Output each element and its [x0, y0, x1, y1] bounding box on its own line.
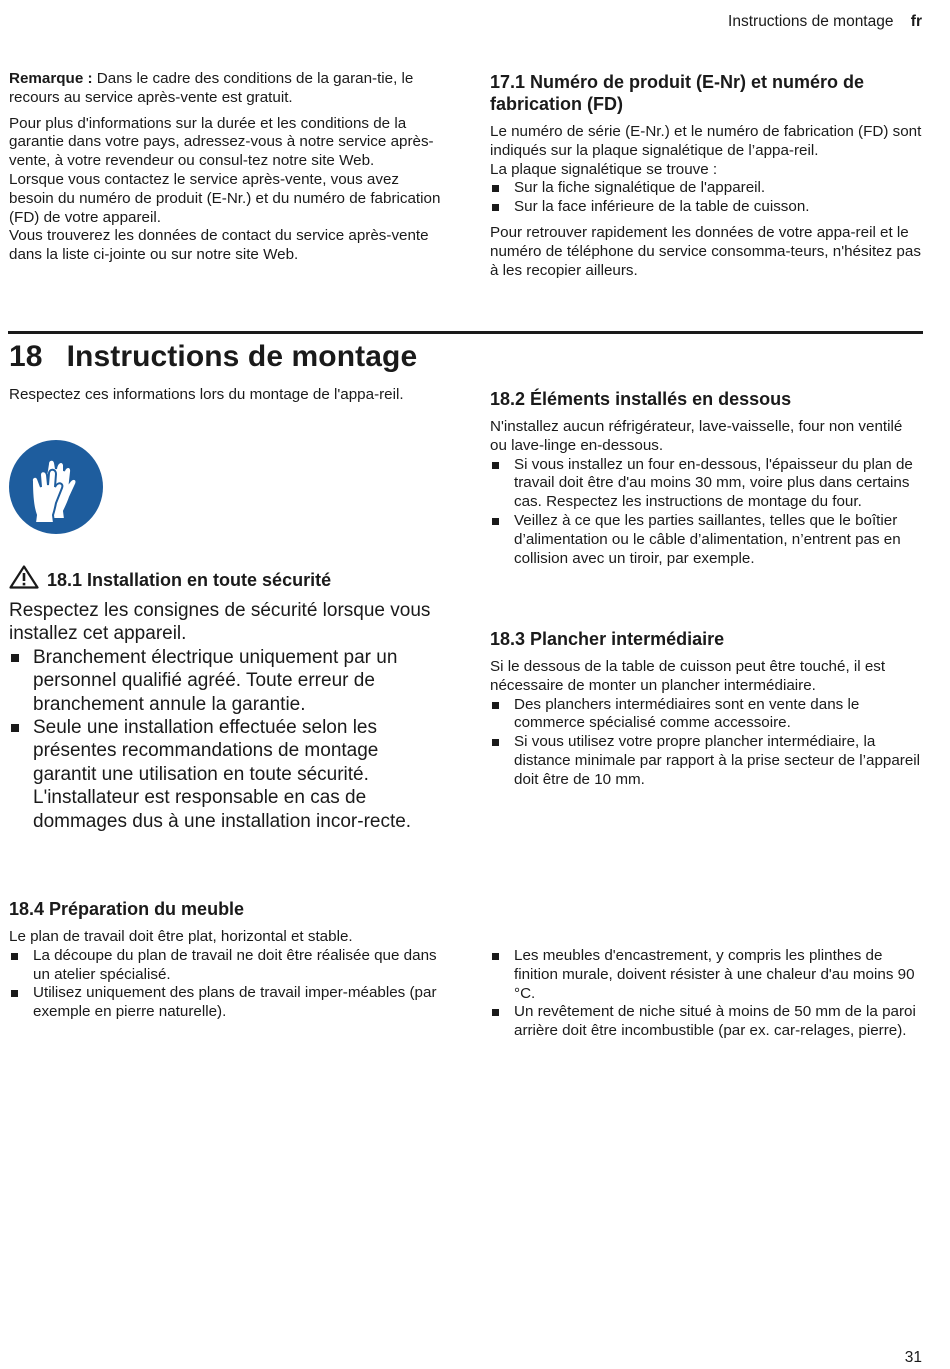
chapter-18-heading — [9, 340, 417, 374]
warning-triangle-icon — [9, 565, 39, 589]
rating-plate-paragraph: La plaque signalétique se trouve : — [490, 160, 718, 178]
list-item: Seule une installation effectuée selon les présentes recommandations de montage garantit une utilisation en toute sécurité. L'installateur est responsable en cas de dommages dus à une installation incor-recte. — [9, 716, 445, 833]
section-18-1 — [9, 563, 445, 833]
section-18-1-title: 18.1 Installation en toute sécurité — [47, 570, 332, 590]
remark-label: Remarque : — [9, 70, 93, 87]
remark-paragraph — [9, 70, 445, 108]
installed-below-list — [490, 456, 923, 569]
section-18-3 — [490, 628, 923, 790]
safety-intro: Respectez les consignes de sécurité lorsque vous installez cet appareil. — [9, 600, 431, 645]
section-18-3-title: 18.3 Plancher intermédiaire — [490, 629, 725, 649]
section-18-2 — [490, 388, 923, 568]
list-item: Utilisez uniquement des plans de travail imper-méables (par exemple en pierre naturelle). — [9, 984, 445, 1022]
list-item: Sur la fiche signalétique de l'appareil. — [490, 179, 923, 198]
running-header — [728, 13, 922, 31]
section-18-4 — [9, 898, 445, 1022]
contact-list-paragraph: Vous trouverez les données de contact du service après-vente dans la liste ci-jointe ou sur notre site Web. — [9, 227, 429, 264]
rating-plate-locations — [490, 179, 923, 217]
list-item: La découpe du plan de travail ne doit être réalisée que dans un atelier spécialisé. — [9, 947, 445, 985]
section-18-2-title: 18.2 Éléments installés en dessous — [490, 389, 792, 409]
worktop-list-left — [9, 947, 445, 1022]
list-item: Si vous utilisez votre propre plancher intermédiaire, la distance minimale par rapport à la prise secteur de l’appareil doit être de 10 mm. — [490, 733, 923, 789]
page-number: 31 — [904, 1349, 922, 1366]
warranty-remark-block — [9, 70, 445, 265]
serial-number-paragraph: Le numéro de série (E-Nr.) et le numéro de fabrication (FD) sont indiqués sur la plaque signalétique de l’appa-reil. — [490, 123, 922, 159]
worktop-intro: Le plan de travail doit être plat, horizontal et stable. — [9, 928, 353, 945]
list-item: Veillez à ce que les parties saillantes, telles que le boîtier d’alimentation ou le câble d’alimentation, n’entrent pas en collision avec un tiroir, par exemple. — [490, 512, 923, 568]
list-item: Des planchers intermédiaires sont en vente dans le commerce spécialisé comme accessoire. — [490, 696, 923, 734]
record-data-paragraph: Pour retrouver rapidement les données de votre appa-reil et le numéro de téléphone du service consomma-teurs, n'hésitez pas à les recopier ailleurs. — [490, 223, 921, 279]
chapter-18-intro — [9, 386, 445, 405]
safety-list — [9, 646, 445, 833]
list-item: Si vous installez un four en-dessous, l'épaisseur du plan de travail doit être d'au moins 30 mm, voire plus dans certains cas. Respectez les instructions de montage du four. — [490, 456, 923, 512]
section-17-1-title: 17.1 Numéro de produit (E-Nr) et numéro de fabrication (FD) — [490, 72, 865, 114]
section-18-4-title: 18.4 Préparation du meuble — [9, 899, 245, 919]
worktop-list-right — [490, 947, 923, 1041]
section-divider — [8, 331, 923, 334]
chapter-number: 18 — [9, 340, 43, 373]
gloves-icon — [8, 437, 104, 537]
list-item: Sur la face inférieure de la table de cuisson. — [490, 198, 923, 217]
contact-info-paragraph: Lorsque vous contactez le service après-vente, vous avez besoin du numéro de produit (E-Nr.) et du numéro de fabrication (FD) de votre appareil. — [9, 170, 441, 226]
intermediate-floor-list — [490, 696, 923, 790]
list-item: Les meubles d'encastrement, y compris les plinthes de finition murale, doivent résister à une chaleur d'au moins 90 °C. — [490, 947, 923, 1003]
header-language: fr — [910, 13, 922, 30]
remark-text: Dans le cadre des conditions de la garan-tie, le recours au service après-vente est gratuit. — [9, 70, 414, 106]
installed-below-intro: N'installez aucun réfrigérateur, lave-vaisselle, four non ventilé ou lave-linge en-dessous. — [490, 418, 903, 454]
section-18-4-continued — [490, 947, 923, 1041]
list-item: Branchement électrique uniquement par un personnel qualifié agréé. Toute erreur de branchement annule la garantie. — [9, 646, 445, 716]
list-item: Un revêtement de niche situé à moins de 50 mm de la paroi arrière doit être incombustible (par ex. car-relages, pierre). — [490, 1003, 923, 1041]
chapter-title: Instructions de montage — [66, 340, 418, 373]
warranty-info-paragraph: Pour plus d'informations sur la durée et les conditions de la garantie dans votre pays, adressez-vous à notre service après-vente, à votre revendeur ou consul-tez notre site Web. — [9, 114, 434, 170]
intermediate-floor-intro: Si le dessous de la table de cuisson peut être touché, il est nécessaire de monter un plancher intermédiaire. — [490, 658, 886, 694]
chapter-intro-text: Respectez ces informations lors du montage de l'appa-reil. — [9, 386, 404, 403]
header-section-title: Instructions de montage — [728, 13, 894, 30]
section-17-1 — [490, 71, 923, 280]
